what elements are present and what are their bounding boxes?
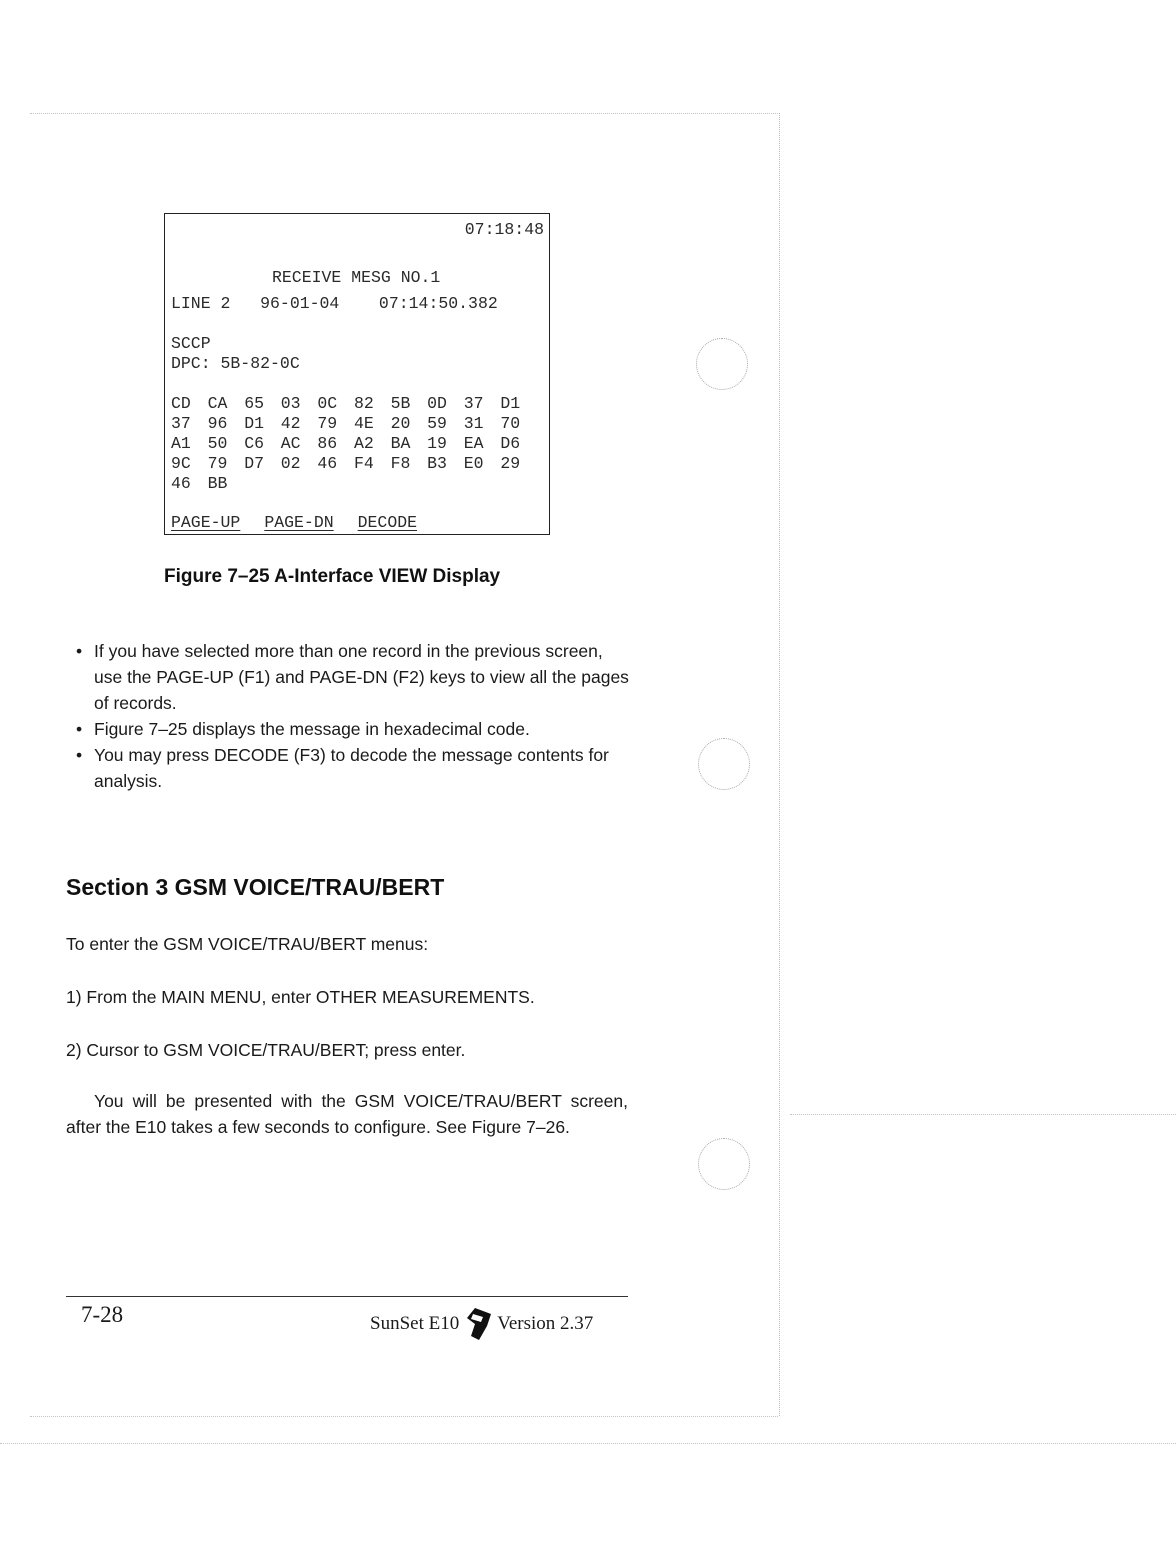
product-name: SunSet E10 [370, 1313, 460, 1334]
bullet-mark: • [76, 719, 83, 739]
scan-edge-right-mid [790, 1114, 1176, 1115]
hex-row [171, 414, 537, 434]
page-dn-key[interactable]: PAGE-DN [264, 513, 334, 532]
product-version: Version 2.37 [497, 1313, 594, 1334]
screen-dpc: DPC: 5B-82-0C [171, 354, 300, 373]
closing-paragraph [66, 1088, 628, 1140]
hex-byte: 50 [207, 434, 228, 453]
hex-byte: 79 [317, 414, 338, 433]
hex-byte: D1 [244, 414, 264, 433]
hex-byte: 19 [427, 434, 447, 453]
page-edge-right [779, 113, 780, 1416]
screen-protocol: SCCP [171, 334, 211, 353]
figure-caption: Figure 7–25 A-Interface VIEW Display [164, 566, 501, 587]
hex-byte: 42 [280, 414, 301, 433]
hex-byte: 4E [353, 414, 374, 433]
bullet-text: You may press DECODE (F3) to decode the message contents for analysis. [94, 745, 609, 791]
footer-rule [66, 1296, 628, 1297]
hex-byte: 31 [463, 414, 484, 433]
sunset-handset-logo-icon [461, 1306, 495, 1342]
hex-byte: 02 [280, 454, 301, 473]
punch-hole-top [696, 338, 748, 390]
hex-byte: EA [463, 434, 484, 453]
hex-byte: CA [207, 394, 228, 413]
screen-line-info: LINE 2 96-01-04 07:14:50.382 [171, 294, 498, 313]
bullet-item [60, 742, 630, 794]
page-up-key[interactable]: PAGE-UP [171, 513, 241, 532]
hex-byte: 79 [207, 454, 228, 473]
hex-byte: 37 [171, 414, 191, 433]
bullet-list [60, 638, 630, 794]
bullet-item [60, 716, 630, 742]
bullet-item [60, 638, 630, 716]
hex-byte: 37 [463, 394, 484, 413]
hex-byte: C6 [244, 434, 264, 453]
hex-byte: 20 [390, 414, 411, 433]
hex-byte: 59 [427, 414, 447, 433]
intro-paragraph: To enter the GSM VOICE/TRAU/BERT menus: [66, 934, 429, 954]
bullet-text: If you have selected more than one record in the previous screen, use the PAGE-UP (F1) and PAGE-DN (F2) keys to view all the pages of records. [94, 641, 629, 713]
hex-byte: 86 [317, 434, 338, 453]
hex-byte: D1 [500, 394, 521, 413]
hex-byte: AC [280, 434, 301, 453]
hex-byte: 5B [390, 394, 411, 413]
hex-row [171, 434, 537, 454]
hex-byte: 9C [171, 454, 191, 473]
punch-hole-bottom [698, 1138, 750, 1190]
bullet-text: Figure 7–25 displays the message in hexadecimal code. [94, 719, 530, 739]
hex-byte: BB [207, 474, 228, 493]
hex-byte: F8 [390, 454, 411, 473]
hex-byte: A1 [171, 434, 191, 453]
hex-byte: A2 [353, 434, 374, 453]
function-key-bar [171, 513, 441, 532]
hex-byte: 03 [280, 394, 301, 413]
hex-row [171, 394, 537, 414]
footer-product [370, 1306, 593, 1342]
hex-byte: E0 [463, 454, 484, 473]
hex-byte: 46 [171, 474, 191, 493]
scan-edge-bottom-outer [0, 1443, 1176, 1444]
hex-byte: D6 [500, 434, 521, 453]
screen-time: 07:18:48 [464, 220, 544, 239]
hex-row [171, 474, 244, 494]
hex-byte: 29 [500, 454, 521, 473]
hex-byte: 70 [500, 414, 521, 433]
hex-byte: 82 [353, 394, 374, 413]
hex-byte: 96 [207, 414, 228, 433]
screen-title: RECEIVE MESG NO.1 [272, 268, 441, 287]
hex-byte: B3 [427, 454, 447, 473]
hex-byte: BA [390, 434, 411, 453]
hex-byte: 0D [427, 394, 447, 413]
punch-hole-middle [698, 738, 750, 790]
scan-edge-bottom [30, 1416, 778, 1417]
hex-byte: 46 [317, 454, 338, 473]
closing-text: You will be presented with the GSM VOICE/TRAU/BERT screen, after the E10 takes a few seconds to configure. See Figure 7–26. [66, 1091, 628, 1137]
step-one: 1) From the MAIN MENU, enter OTHER MEASUREMENTS. [66, 987, 535, 1007]
bullet-mark: • [76, 641, 83, 661]
hex-row [171, 454, 537, 474]
hex-byte: 65 [244, 394, 264, 413]
section-heading: Section 3 GSM VOICE/TRAU/BERT [66, 874, 445, 900]
hex-byte: F4 [353, 454, 374, 473]
step-two: 2) Cursor to GSM VOICE/TRAU/BERT; press enter. [66, 1040, 466, 1060]
hex-byte: D7 [244, 454, 264, 473]
bullet-mark: • [76, 745, 83, 765]
hex-byte: 0C [317, 394, 338, 413]
scan-edge-top [30, 113, 780, 114]
device-screen [164, 213, 550, 535]
hex-byte: CD [171, 394, 191, 413]
decode-key[interactable]: DECODE [357, 513, 418, 532]
page-number: 7-28 [81, 1302, 124, 1327]
